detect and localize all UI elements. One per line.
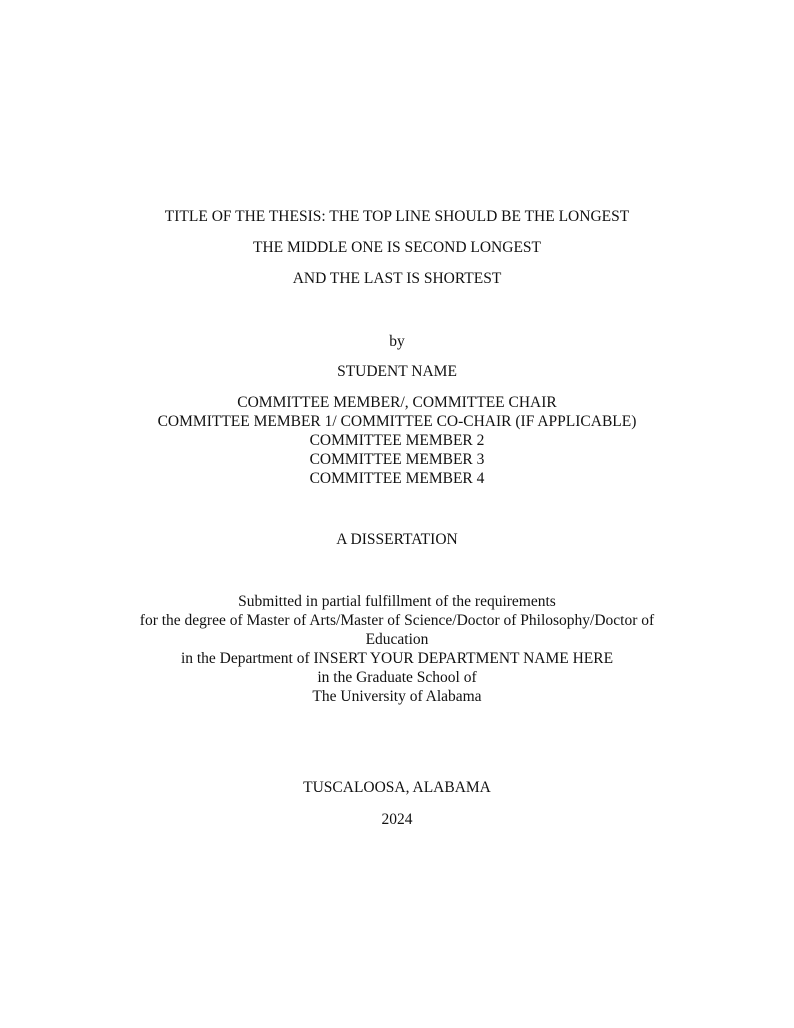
committee-member: COMMITTEE MEMBER 1/ COMMITTEE CO-CHAIR (IF APPLICABLE) — [157, 413, 637, 430]
document-type: A DISSERTATION — [336, 531, 458, 548]
committee-member: COMMITTEE MEMBER 2 — [309, 432, 485, 449]
committee-member: COMMITTEE MEMBER 3 — [309, 451, 485, 468]
committee-member: COMMITTEE MEMBER/, COMMITTEE CHAIR — [237, 394, 557, 411]
submission-statement — [0, 592, 794, 706]
submission-line: in the Department of INSERT YOUR DEPARTMENT NAME HERE — [180, 650, 614, 667]
submission-line: The University of Alabama — [312, 688, 482, 705]
thesis-title-line-2: THE MIDDLE ONE IS SECOND LONGEST — [252, 239, 542, 256]
location: TUSCALOOSA, ALABAMA — [303, 779, 491, 796]
submission-line: Education — [365, 631, 429, 648]
student-name: STUDENT NAME — [337, 363, 457, 380]
submission-line: in the Graduate School of — [317, 669, 477, 686]
thesis-title-line-1: TITLE OF THE THESIS: THE TOP LINE SHOULD BE THE LONGEST — [164, 208, 630, 225]
submission-line: for the degree of Master of Arts/Master of Science/Doctor of Philosophy/Doctor of — [139, 612, 655, 629]
committee-list — [0, 393, 794, 488]
year: 2024 — [381, 811, 413, 828]
submission-line: Submitted in partial fulfillment of the requirements — [238, 593, 556, 610]
thesis-title-line-3: AND THE LAST IS SHORTEST — [292, 270, 502, 287]
by-label: by — [389, 333, 405, 350]
committee-member: COMMITTEE MEMBER 4 — [309, 470, 485, 487]
